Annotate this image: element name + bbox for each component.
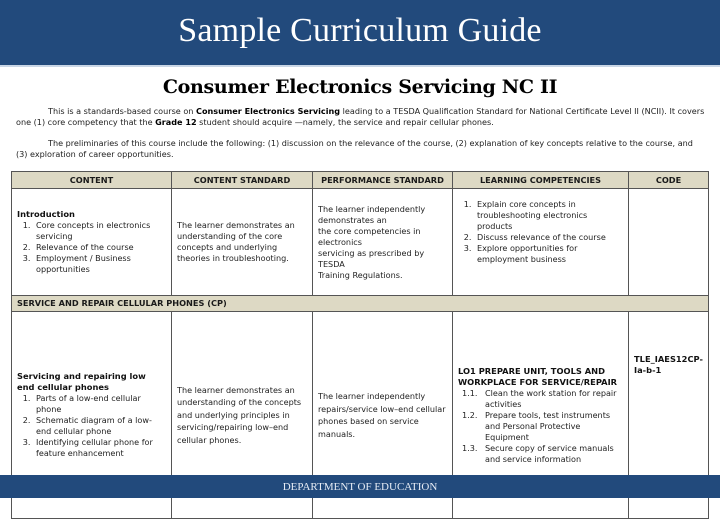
text-line: demonstrates an [318,214,387,225]
intro-paragraph-2: The preliminaries of this course include the following: (1) discussion on the relevance of the course, (2) explanation of key concepts relative to the course, and (3) exploration of career opportunities. [16,138,693,159]
footer-text: DEPARTMENT OF EDUCATION [282,480,438,493]
content-heading: Introduction [17,209,75,219]
competencies-list [458,199,623,265]
list-item [462,387,623,410]
content-standard-cell: The learner demonstrates an understanding of the core concepts and underlying theories in troubleshooting. [172,189,313,296]
content-list [17,393,166,459]
curriculum-table [11,171,709,519]
text-line: the core competencies in [318,225,421,236]
performance-standard-cell: The learner independently repairs/service low–end cellular phones based on service manuals. [313,312,453,519]
intro-text-segment: This is a standards-based course on [48,106,197,116]
content-list [17,220,166,275]
footer-banner [0,475,720,498]
learning-competencies-cell [453,189,629,296]
section-row [12,296,709,312]
content-standard-cell: The learner demonstrates an understanding of the concepts and underlying principles in servicing/repairing low–end cellular phones. [172,312,313,519]
intro-text-segment: student should acquire —namely, the service and repair cellular phones. [196,117,494,127]
table-header-row [12,172,709,189]
intro-paragraph-1 [16,106,706,128]
text-line: The learner independently [318,203,426,214]
list-item: 2. Discuss relevance of the course [474,232,623,243]
list-item: 2. Relevance of the course [33,242,166,253]
code-cell: TLE_IAES12CP-Ia-b-1 [629,312,709,519]
intro-text-segment: leading to a TESDA Qualification Standard for National Certificate Level II (NCII). It covers one (1) core competency that the [16,106,705,127]
list-item: 3. Explore opportunities for employment business [474,243,623,265]
banner-divider [0,65,720,67]
header-learning-competencies: LEARNING COMPETENCIES [453,172,629,189]
performance-standard-cell [313,189,453,296]
list-item [462,442,623,465]
item-number: 1.1. [462,387,478,398]
list-item: 1. Parts of a low-end cellular phone [33,393,166,415]
content-cell [12,189,172,296]
list-item: 1. Explain core concepts in troubleshooting electronics products [474,199,623,232]
table-row [12,189,709,296]
list-item: 3. Identifying cellular phone for feature enhancement [33,437,166,459]
header-code: CODE [629,172,709,189]
list-item: 2. Schematic diagram of a low-end cellular phone [33,415,166,437]
text-line: Training Regulations. [318,269,403,280]
intro-text [16,106,706,170]
header-content: CONTENT [12,172,172,189]
document-title: Consumer Electronics Servicing NC II [162,76,558,98]
section-title: SERVICE AND REPAIR CELLULAR PHONES (CP) [12,296,709,312]
text-line: servicing as prescribed by [318,247,425,258]
intro-bold-grade: Grade 12 [155,117,197,127]
content-heading: Servicing and repairing low end cellular phones [17,371,146,392]
item-number: 1.3. [462,442,478,453]
item-text: Secure copy of service manuals and service information [485,442,614,464]
intro-bold-course: Consumer Electronics Servicing [196,106,341,116]
text-line: TESDA [318,258,345,269]
item-text: Prepare tools, test instruments and Personal Protective Equipment [485,409,611,442]
code-cell [629,189,709,296]
competencies-list [458,388,623,465]
item-number: 1.2. [462,409,478,420]
item-text: Clean the work station for repair activities [485,387,617,409]
header-content-standard: CONTENT STANDARD [172,172,313,189]
list-item: 3. Employment / Business opportunities [33,253,166,275]
title-banner [0,0,720,65]
header-performance-standard: PERFORMANCE STANDARD [313,172,453,189]
learning-outcome-heading: LO1 PREPARE UNIT, TOOLS AND WORKPLACE FOR SERVICE/REPAIR [458,365,618,387]
text-line: electronics [318,236,362,247]
slide-title: Sample Curriculum Guide [178,11,542,49]
list-item [462,409,623,443]
list-item: 1. Core concepts in electronics servicing [33,220,166,242]
